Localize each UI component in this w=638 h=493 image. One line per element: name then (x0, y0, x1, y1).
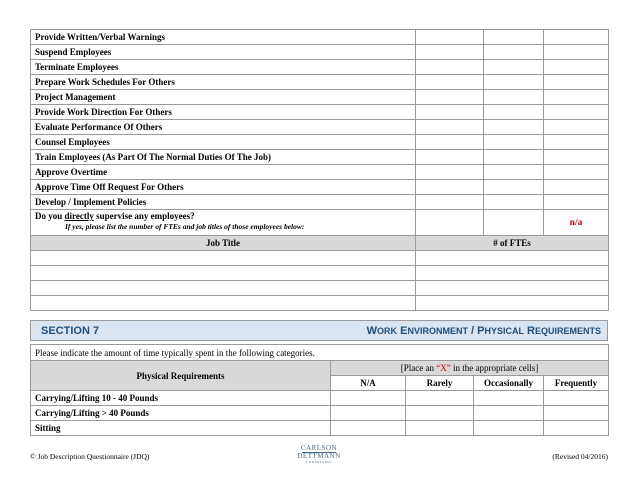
responsibility-label: Prepare Work Schedules For Others (31, 75, 416, 90)
responsibility-cell[interactable] (484, 165, 544, 180)
job-title-row (31, 296, 609, 311)
section-title: WORK ENVIRONMENT / PHYSICAL REQUIREMENTS (366, 325, 601, 337)
physical-requirement-label: Carrying/Lifting 10 - 40 Pounds (31, 391, 331, 406)
responsibility-cell[interactable] (416, 120, 484, 135)
physical-requirement-label: Carrying/Lifting > 40 Pounds (31, 406, 331, 421)
frequency-cell[interactable] (474, 421, 544, 436)
physical-requirement-row (31, 391, 609, 406)
responsibility-cell[interactable] (544, 75, 609, 90)
responsibility-cell[interactable] (416, 180, 484, 195)
responsibility-cell[interactable] (484, 180, 544, 195)
physical-requirements-header: Physical Requirements (31, 361, 331, 391)
responsibility-row (31, 120, 609, 135)
supervise-cell-1[interactable] (416, 210, 484, 236)
responsibility-cell[interactable] (484, 60, 544, 75)
responsibility-cell[interactable] (544, 45, 609, 60)
responsibility-row (31, 180, 609, 195)
footer-revised: (Revised 04/2016) (552, 452, 608, 461)
physical-requirement-label: Sitting (31, 421, 331, 436)
responsibility-row (31, 45, 609, 60)
responsibility-label: Suspend Employees (31, 45, 416, 60)
responsibility-cell[interactable] (544, 30, 609, 45)
responsibility-cell[interactable] (544, 135, 609, 150)
fte-header: # of FTEs (416, 236, 609, 251)
company-logo: CARLSON DETTMANN CONSULTING (297, 444, 341, 464)
responsibility-row (31, 60, 609, 75)
physical-requirement-row (31, 421, 609, 436)
footer-copyright: © Job Description Questionnaire (JDQ) (30, 452, 150, 461)
frequency-cell[interactable] (406, 406, 474, 421)
responsibility-cell[interactable] (416, 75, 484, 90)
responsibility-cell[interactable] (484, 195, 544, 210)
section-7-header (30, 320, 608, 341)
fte-cell[interactable] (416, 266, 609, 281)
responsibility-label: Approve Overtime (31, 165, 416, 180)
frequency-cell[interactable] (544, 421, 609, 436)
responsibility-cell[interactable] (484, 120, 544, 135)
frequency-cell[interactable] (331, 421, 406, 436)
job-title-cell[interactable] (31, 296, 416, 311)
responsibility-cell[interactable] (484, 150, 544, 165)
responsibility-label: Terminate Employees (31, 60, 416, 75)
physical-requirements-table (30, 344, 609, 436)
frequency-column-header: N/A (331, 376, 406, 391)
frequency-cell[interactable] (331, 406, 406, 421)
responsibility-cell[interactable] (544, 105, 609, 120)
responsibility-row (31, 165, 609, 180)
responsibility-cell[interactable] (544, 195, 609, 210)
responsibility-cell[interactable] (416, 195, 484, 210)
responsibility-cell[interactable] (416, 30, 484, 45)
job-title-header: Job Title (31, 236, 416, 251)
frequency-cell[interactable] (544, 391, 609, 406)
responsibilities-table (30, 29, 609, 311)
responsibility-cell[interactable] (544, 165, 609, 180)
job-title-row (31, 281, 609, 296)
responsibility-cell[interactable] (484, 90, 544, 105)
instruction-text: Please indicate the amount of time typically spent in the following categories. (31, 345, 609, 361)
responsibility-cell[interactable] (484, 135, 544, 150)
responsibility-row (31, 30, 609, 45)
responsibility-cell[interactable] (416, 135, 484, 150)
responsibility-cell[interactable] (484, 30, 544, 45)
supervise-cell-2[interactable] (484, 210, 544, 236)
job-title-cell[interactable] (31, 251, 416, 266)
responsibility-row (31, 90, 609, 105)
responsibility-row (31, 105, 609, 120)
responsibility-label: Develop / Implement Policies (31, 195, 416, 210)
responsibility-cell[interactable] (484, 45, 544, 60)
responsibility-row (31, 75, 609, 90)
responsibility-cell[interactable] (484, 75, 544, 90)
fte-cell[interactable] (416, 251, 609, 266)
responsibility-label: Project Management (31, 90, 416, 105)
responsibility-row (31, 135, 609, 150)
responsibility-cell[interactable] (544, 150, 609, 165)
responsibility-label: Evaluate Performance Of Others (31, 120, 416, 135)
responsibility-cell[interactable] (416, 105, 484, 120)
frequency-cell[interactable] (406, 421, 474, 436)
responsibility-label: Counsel Employees (31, 135, 416, 150)
responsibility-label: Provide Work Direction For Others (31, 105, 416, 120)
supervise-answer[interactable]: n/a (544, 210, 609, 236)
responsibility-cell[interactable] (544, 90, 609, 105)
frequency-cell[interactable] (474, 391, 544, 406)
job-title-cell[interactable] (31, 266, 416, 281)
frequency-column-header: Occasionally (474, 376, 544, 391)
frequency-cell[interactable] (474, 406, 544, 421)
responsibility-label: Approve Time Off Request For Others (31, 180, 416, 195)
responsibility-cell[interactable] (544, 180, 609, 195)
responsibility-cell[interactable] (544, 120, 609, 135)
physical-requirement-row (31, 406, 609, 421)
section-number: SECTION 7 (41, 325, 100, 337)
responsibility-cell[interactable] (416, 60, 484, 75)
fte-cell[interactable] (416, 281, 609, 296)
responsibility-row (31, 195, 609, 210)
job-title-cell[interactable] (31, 281, 416, 296)
supervise-question: Do you directly supervise any employees? If yes, please list the number of FTEs and job titles of those employees below: (31, 210, 416, 236)
job-title-row (31, 251, 609, 266)
responsibility-label: Provide Written/Verbal Warnings (31, 30, 416, 45)
responsibility-cell[interactable] (484, 105, 544, 120)
frequency-cell[interactable] (406, 391, 474, 406)
frequency-column-header: Rarely (406, 376, 474, 391)
responsibility-label: Train Employees (As Part Of The Normal Duties Of The Job) (31, 150, 416, 165)
place-x-instruction: [Place an “X” in the appropriate cells] (331, 361, 609, 376)
fte-cell[interactable] (416, 296, 609, 311)
responsibility-cell[interactable] (544, 60, 609, 75)
frequency-cell[interactable] (544, 406, 609, 421)
responsibility-row (31, 150, 609, 165)
responsibility-cell[interactable] (416, 90, 484, 105)
frequency-cell[interactable] (331, 391, 406, 406)
responsibility-cell[interactable] (416, 165, 484, 180)
frequency-column-header: Frequently (544, 376, 609, 391)
job-title-row (31, 266, 609, 281)
responsibility-cell[interactable] (416, 150, 484, 165)
supervise-note: If yes, please list the number of FTEs and job titles of those employees below: (65, 222, 305, 231)
responsibility-cell[interactable] (416, 45, 484, 60)
